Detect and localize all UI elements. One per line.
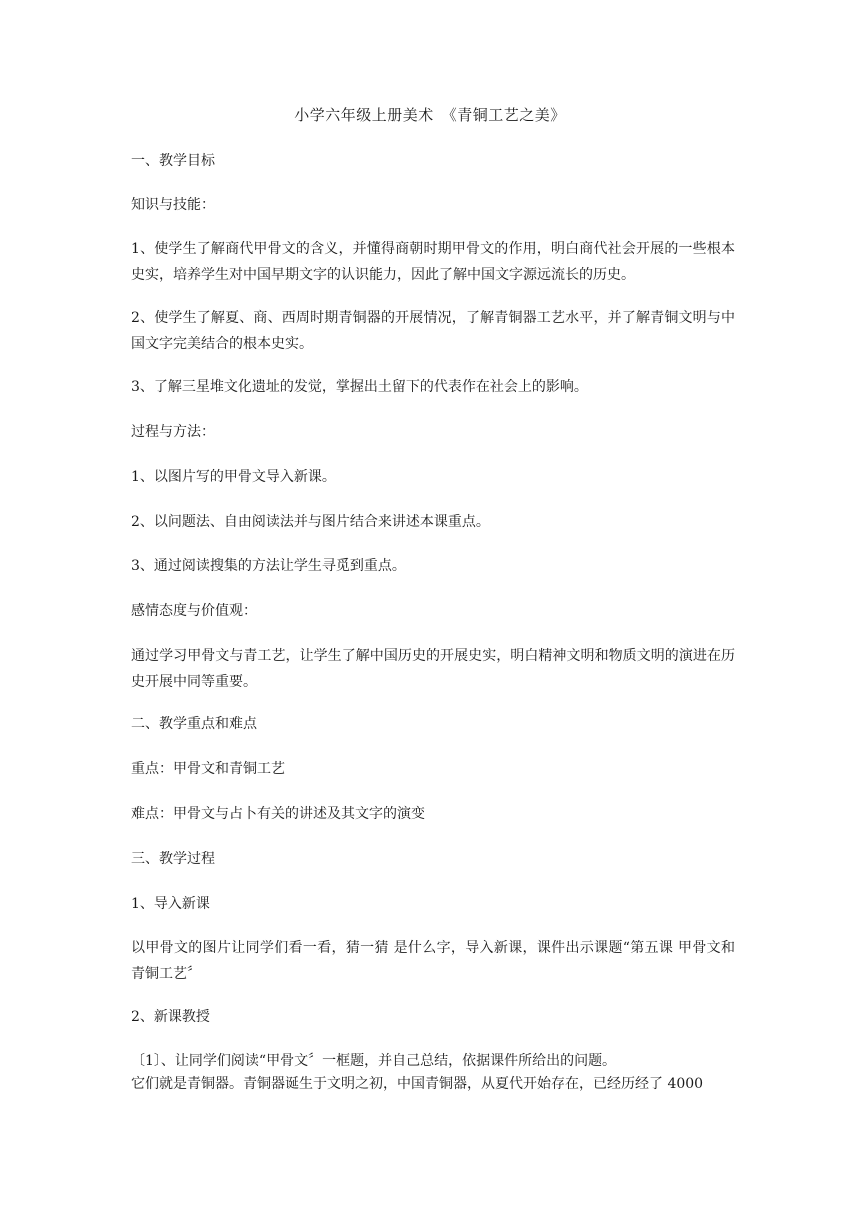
step-2-line-1: 〔1〕、让同学们阅读“甲骨文〞一框题，并自己总结，依据课件所给出的问题。: [131, 1053, 617, 1069]
key-point: 重点：甲骨文和青铜工艺: [131, 761, 285, 777]
step-1-text: 以甲骨文的图片让同学们看一看，猜一猜 是什么字，导入新课，课件出示课题“第五课 甲骨文和青铜工艺〞: [131, 940, 735, 982]
section-3-heading: 三、教学过程: [131, 851, 215, 867]
document-title: 小学六年级上册美术 《青铜工艺之美》: [294, 106, 566, 124]
knowledge-skills-heading: 知识与技能：: [131, 197, 215, 213]
knowledge-item-1: 1、使学生了解商代甲骨文的含义，并懂得商朝时期甲骨文的作用，明白商代社会开展的一些根本史实，培养学生对中国早期文字的认识能力，因此了解中国文字源远流长的历史。: [131, 241, 735, 283]
section-2-heading: 二、教学重点和难点: [131, 716, 257, 732]
emotion-values-text: 通过学习甲骨文与青工艺，让学生了解中国历史的开展史实，明白精神文明和物质文明的演进在历史开展中同等重要。: [131, 648, 735, 690]
step-2-line-2: 它们就是青铜器。青铜器诞生于文明之初，中国青铜器，从夏代开始存在，已经历经了 4000: [131, 1076, 704, 1092]
process-method-heading: 过程与方法：: [131, 424, 215, 440]
process-item-3: 3、通过阅读搜集的方法让学生寻觅到重点。: [131, 558, 406, 574]
process-item-1: 1、以图片写的甲骨文导入新课。: [131, 469, 336, 485]
knowledge-item-2: 2、使学生了解夏、商、西周时期青铜器的开展情况，了解青铜器工艺水平，并了解青铜文明与中国文字完美结合的根本史实。: [131, 310, 735, 352]
section-1-heading: 一、教学目标: [131, 153, 215, 169]
knowledge-item-3: 3、了解三星堆文化遗址的发觉，掌握出土留下的代表作在社会上的影响。: [131, 379, 588, 395]
emotion-values-heading: 感情态度与价值观：: [131, 603, 257, 619]
difficult-point: 难点：甲骨文与占卜有关的讲述及其文字的演变: [131, 806, 425, 822]
step-2-heading: 2、新课教授: [131, 1009, 210, 1025]
process-item-2: 2、以问题法、自由阅读法并与图片结合来讲述本课重点。: [131, 514, 490, 530]
step-1-heading: 1、导入新课: [131, 896, 210, 912]
